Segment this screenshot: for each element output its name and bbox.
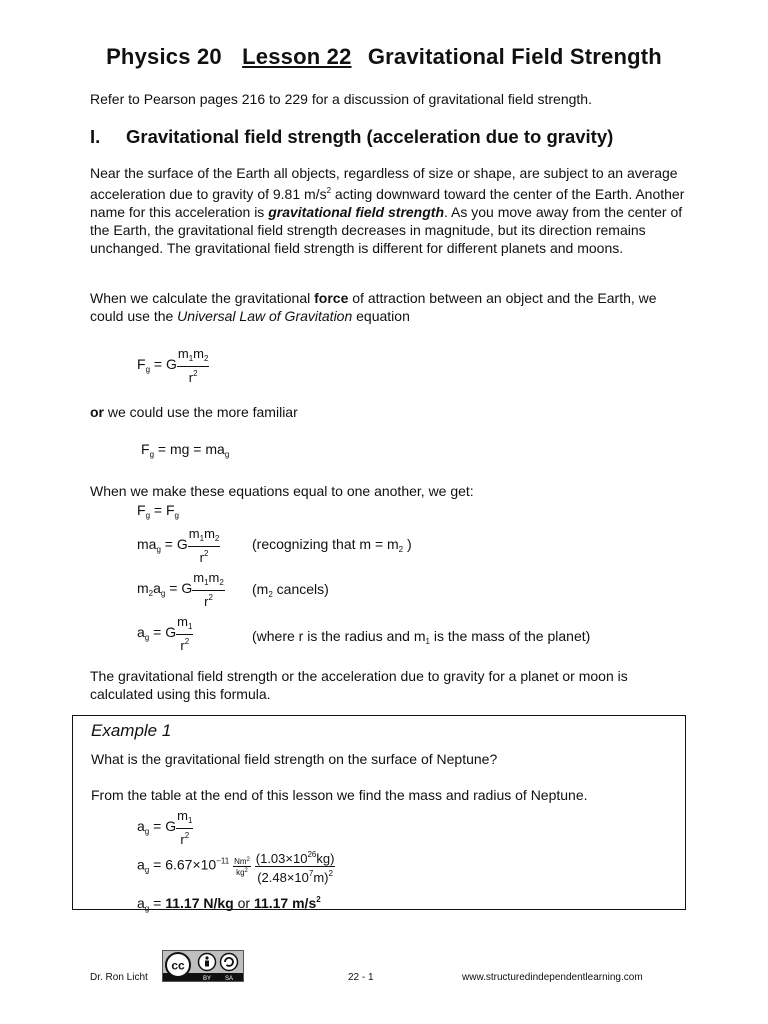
equation-universal-gravitation: $F_g = G$ $\frac{m_1m_2}{r^2}$ [137, 346, 209, 385]
para1-text-a: Near the surface of the Earth all objects, regardless of size or shape, are subject to an average acceleration due to gravity of 9.81 m/s [90, 165, 678, 202]
footer-page-number: 22 - 1 [348, 972, 374, 983]
badge-by-text: BY [202, 976, 212, 981]
note-where-sub: 1 [425, 637, 430, 646]
page-title [0, 44, 768, 70]
answer-prefix: a [137, 895, 145, 911]
answer-n-per-kg: 11.17 N/kg [165, 895, 234, 911]
answer-or: or [233, 895, 254, 911]
para2-text-c: equation [352, 308, 410, 324]
section-heading-text: Gravitational field strength (acceleration due to gravity) [126, 126, 614, 147]
note-recognizing-end: ) [403, 536, 412, 552]
paragraph-force [90, 289, 690, 325]
para2-bold: force [314, 290, 349, 306]
title-topic: Gravitational Field Strength [367, 44, 662, 69]
note-cancels-end: cancels) [272, 581, 329, 597]
note-recognizing-sub: 2 [398, 545, 404, 554]
equation-ag: $a_g = G$ $\frac{m_1}{r^2}$ [137, 614, 193, 653]
para3-rest: we could use the more familiar [104, 404, 298, 420]
para1-bold-term: gravitational field strength [268, 204, 445, 220]
example-title: Example 1 [91, 721, 172, 740]
footer-author: Dr. Ron Licht [90, 972, 148, 983]
paragraph-gravity-intro [90, 164, 690, 257]
example-box [72, 715, 686, 913]
note-cancels-sub: 2 [268, 590, 273, 599]
paragraph-formula: The gravitational field strength or the acceleration due to gravity for a planet or moon is calculated using this formula. [90, 668, 628, 702]
para3-bold: or [90, 404, 104, 420]
equation-weight: $F_g$ = mg = $ma_g$ [141, 441, 230, 459]
section-number: I. [90, 126, 101, 147]
title-lesson: Lesson 22 [242, 44, 352, 69]
para2-italic: Universal Law of Gravitation [177, 308, 353, 324]
answer-sup: 2 [316, 895, 321, 904]
note-where-end: is the mass of the planet) [429, 628, 591, 644]
example-note: From the table at the end of this lesson we find the mass and radius of Neptune. [91, 787, 588, 803]
section-heading [90, 126, 710, 148]
answer-m-per-s2: 11.17 m/s [253, 895, 317, 911]
example-question: What is the gravitational field strength on the surface of Neptune? [91, 751, 498, 767]
equation-mag: $ma_g = G$ $\frac{m_1m_2}{r^2}$ [137, 526, 220, 565]
para2-text-a: When we calculate the gravitational [90, 290, 315, 306]
example-answer [137, 891, 321, 918]
cc-license-badge[interactable] [162, 950, 244, 982]
footer-website-link[interactable]: www.structuredindependentlearning.com [462, 972, 643, 983]
paragraph-or [90, 403, 690, 421]
example-equation-substitution: $a_g = 6.67\times 10^{-11}$ $\frac{Nm^2}{kg^2}$ $\frac{(1.03\times 10^{26}kg)}{(2.48\times 10^7m)^2}$ [137, 847, 335, 885]
note-where [252, 627, 590, 651]
note-cancels-text: (m [252, 581, 269, 597]
answer-sub: g [144, 904, 150, 913]
para1-text-c: . As you move away from the center of the Earth, the gravitational field strength decreases in magnitude, but its direction remains unchanged. The gravitational field strength is different for different planets and moons. [90, 204, 683, 256]
example-equation-formula: $a_g = G$ $\frac{m_1}{r^2}$ [137, 808, 193, 847]
para2-text-b: of attraction between an object and the Earth, we could use the [90, 290, 657, 324]
para1-sup: 2 [326, 186, 332, 195]
badge-sa-text: SA [224, 976, 234, 981]
equation-fg-equal: $F_g = F_g$ [137, 502, 179, 520]
badge-cc-text: cc [171, 958, 185, 973]
equation-m2ag: $m_2a_g = G$ $\frac{m_1m_2}{r^2}$ [137, 570, 224, 609]
answer-eq: = [149, 895, 166, 911]
note-cancels [252, 580, 329, 604]
cc-by-sa-icon [163, 951, 243, 981]
note-recognizing [252, 535, 412, 559]
note-recognizing-text: (recognizing that m = m [252, 536, 399, 552]
paragraph-equate: When we make these equations equal to one another, we get: [90, 483, 474, 499]
title-course: Physics 20 [106, 44, 222, 69]
intro-text: Refer to Pearson pages 216 to 229 for a discussion of gravitational field strength. [90, 91, 592, 107]
para1-text-b: acting downward toward the center of the Earth. Another name for this acceleration is [90, 186, 685, 220]
note-where-text: (where r is the radius and m [252, 628, 426, 644]
